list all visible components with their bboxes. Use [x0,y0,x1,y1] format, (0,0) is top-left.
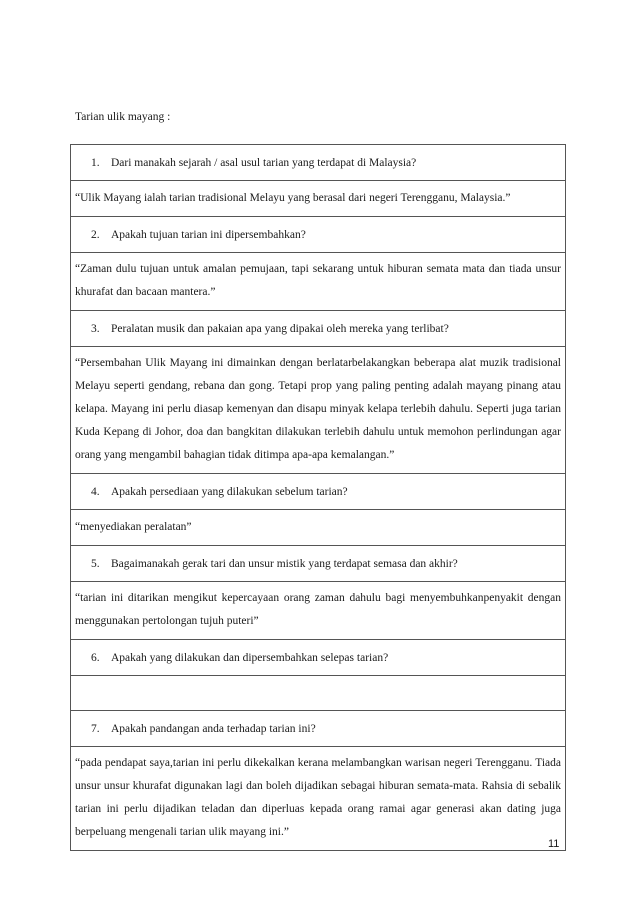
answer-cell-5: “tarian ini ditarikan mengikut kepercayaan orang zaman dahulu bagi menyembuhkanpenyakit dengan menggunakan pertolongan tujuh puteri” [71,582,566,640]
question-row-2 [71,217,566,253]
question-row-3 [71,311,566,347]
question-cell-7 [71,711,566,747]
question-text: Apakah pandangan anda terhadap tarian ini? [111,722,316,735]
question-cell-4 [71,474,566,510]
question-cell-5 [71,546,566,582]
question-number: 4. [91,485,100,498]
question-number: 5. [91,557,100,570]
answer-cell-7: “pada pendapat saya,tarian ini perlu dikekalkan kerana melambangkan warisan negeri Terengganu. Tiada unsur unsur khurafat digunakan lagi dan boleh dijadikan sebagai hiburan semata-mata. Rahsia di sebalik tarian ini perlu dijadikan teladan dan diperluas kepada orang ramai agar generasi akan dating juga berpeluang mengenali tarian ulik mayang ini.” [71,747,566,851]
question-text: Peralatan musik dan pakaian apa yang dipakai oleh mereka yang terlibat? [111,322,449,335]
answer-row-2 [71,253,566,311]
question-row-6 [71,640,566,676]
question-number: 1. [91,156,100,169]
question-cell-6 [71,640,566,676]
question-row-4 [71,474,566,510]
answer-row-6 [71,676,566,711]
answer-cell-4: “menyediakan peralatan” [71,510,566,546]
question-cell-3 [71,311,566,347]
question-number: 7. [91,722,100,735]
question-number: 2. [91,228,100,241]
answer-row-1 [71,181,566,217]
question-number: 6. [91,651,100,664]
answer-row-3 [71,347,566,474]
question-cell-1 [71,145,566,181]
question-text: Dari manakah sejarah / asal usul tarian yang terdapat di Malaysia? [111,156,417,169]
page-number: 11 [548,838,560,850]
answer-cell-1: “Ulik Mayang ialah tarian tradisional Melayu yang berasal dari negeri Terengganu, Malaysia.” [71,181,566,217]
question-text: Apakah tujuan tarian ini dipersembahkan? [111,228,306,241]
question-text: Bagaimanakah gerak tari dan unsur mistik yang terdapat semasa dan akhir? [111,557,458,570]
question-row-7 [71,711,566,747]
answer-cell-3: “Persembahan Ulik Mayang ini dimainkan dengan berlatarbelakangkan beberapa alat muzik tradisional Melayu seperti gendang, rebana dan gong. Tetapi prop yang paling penting adalah mayang pinang atau kelapa. Mayang ini perlu diasap kemenyan dan disapu minyak kelapa terlebih dahulu. Seperti juga tarian Kuda Kepang di Johor, doa dan bangkitan dilakukan terlebih dahulu untuk memohon perlindungan agar orang yang mengambil bahagian tidak ditimpa apa-apa kemalangan.” [71,347,566,474]
answer-cell-2: “Zaman dulu tujuan untuk amalan pemujaan, tapi sekarang untuk hiburan semata mata dan tiada unsur khurafat dan bacaan mantera.” [71,253,566,311]
answer-row-5 [71,582,566,640]
question-cell-2 [71,217,566,253]
answer-cell-6 [71,676,566,711]
question-row-5 [71,546,566,582]
page-heading: Tarian ulik mayang : [75,111,171,123]
question-text: Apakah yang dilakukan dan dipersembahkan selepas tarian? [111,651,389,664]
question-number: 3. [91,322,100,335]
question-text: Apakah persediaan yang dilakukan sebelum tarian? [111,485,348,498]
answer-row-7 [71,747,566,851]
qa-table [70,144,566,851]
question-row-1 [71,145,566,181]
answer-row-4 [71,510,566,546]
